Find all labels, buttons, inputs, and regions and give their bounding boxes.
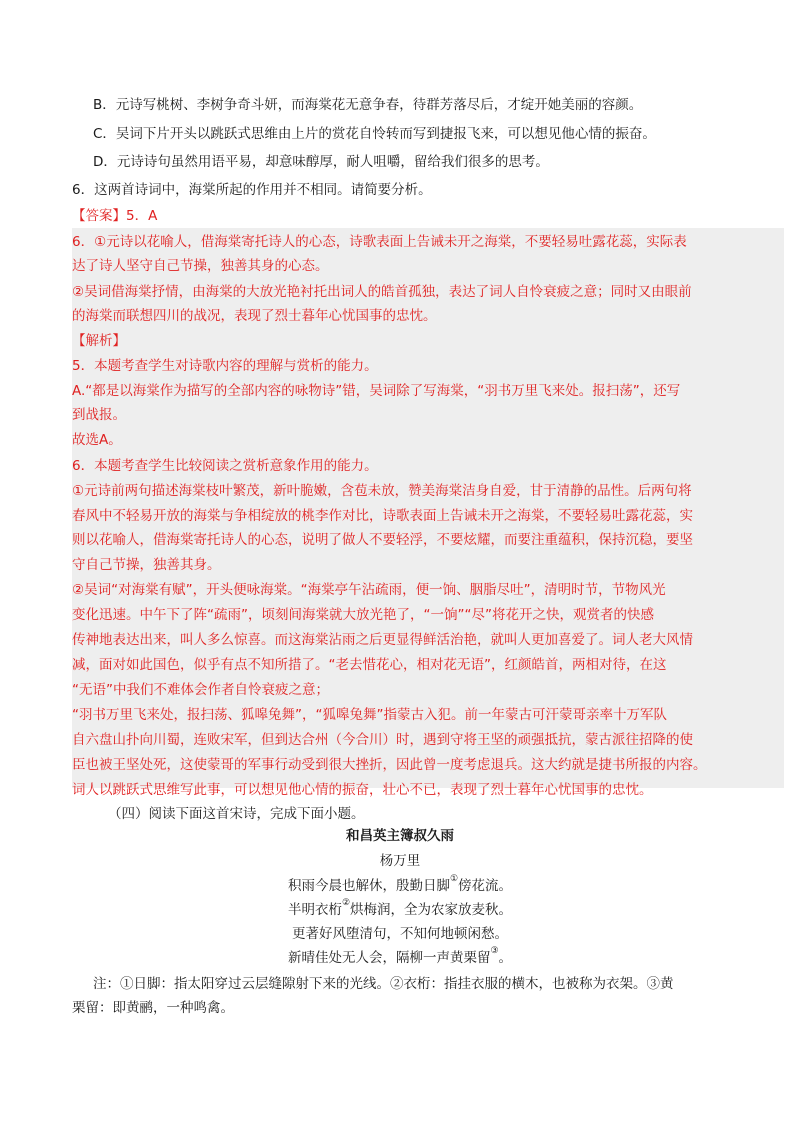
analysis-line: 减，面对如此国色，似乎有点不知所措了。“老去惜花心，相对花无语”，红颜皓首，两相对待，在这 [72, 657, 667, 673]
analysis-line: 传神地表达出来，叫人多么惊喜。而这海棠沾雨之后更显得鲜活治艳，就叫人更加喜爱了。词人老大风情 [72, 632, 693, 648]
footnote-mark: ③ [490, 945, 499, 956]
poem-notes: 栗留：即黄鹂，一种鸣禽。 [72, 1000, 234, 1016]
poem-author: 杨万里 [379, 853, 421, 869]
analysis-line: ②吴词“对海棠有赋”，开头便咏海棠。“海棠亭午沾疏雨，便一饷、胭脂尽吐”，清明时节，节物风光 [72, 582, 666, 598]
analysis-line: 5．本题考查学生对诗歌内容的理解与赏析的能力。 [72, 358, 378, 374]
q5-option-c: C．吴词下片开头以跳跃式思维由上片的赏花自怜转而写到捷报飞来，可以想见他心情的振奋。 [93, 126, 656, 142]
answer-label: 【答案】5．A [72, 208, 158, 224]
analysis-label: 【解析】 [72, 333, 126, 349]
analysis-line: 到战报。 [72, 407, 126, 423]
analysis-line: 词人以跳跃式思维写此事，可以想见他心情的振奋，壮心不已，表现了烈士暮年心忧国事的忠忱。 [72, 782, 653, 798]
q5-option-d: D．元诗诗句虽然用语平易，却意味醇厚，耐人咀嚼，留给我们很多的思考。 [93, 154, 549, 170]
analysis-line: 则以花喻人，借海棠寄托诗人的心态，说明了做人不要轻浮，不要炫耀，而要注重蕴积，保持沉稳，要坚 [72, 532, 693, 548]
analysis-line: “无语”中我们不难体会作者自怜衰疲之意； [72, 682, 329, 698]
analysis-line: ①元诗前两句描述海棠枝叶繁茂，新叶脆嫩，含苞未放，赞美海棠洁身自爱，甘于清静的品性。后两句将 [72, 483, 692, 499]
analysis-line: 故选A。 [72, 432, 122, 448]
q5-option-b: B．元诗写桃树、李树争奇斗妍，而海棠花无意争春，待群芳落尽后，才绽开她美丽的容颜。 [93, 97, 643, 113]
poem-line: 新晴佳处无人会，隔柳一声黄栗留③。 [287, 945, 513, 966]
answer-line: 达了诗人坚守自己节操，独善其身的心态。 [72, 258, 329, 274]
analysis-line: “羽书万里飞来处，报扫荡、狐嗥兔舞”，“狐嗥兔舞”指蒙古入犯。前一年蒙古可汗蒙哥亲率十万军队 [72, 707, 667, 723]
poem-notes: 注：①日脚：指太阳穿过云层缝隙射下来的光线。②衣桁：指挂衣服的横木，也被称为衣架。③黄 [93, 976, 674, 992]
analysis-line: 守自己节操，独善其身。 [72, 557, 221, 573]
poem-line: 积雨今晨也解休，殷勤日脚①傍花流。 [287, 873, 513, 894]
poem-line: 更著好风堕清句，不知何地顿闲愁。 [292, 926, 508, 942]
poem-line: 半明衣桁②烘梅润，全为农家放麦秋。 [287, 897, 513, 918]
answer-line: 6．①元诗以花喻人，借海棠寄托诗人的心态，诗歌表面上告诫未开之海棠，不要轻易吐露花蕊，实际表 [72, 234, 687, 250]
analysis-line: 6．本题考查学生比较阅读之赏析意象作用的能力。 [72, 458, 378, 474]
section-4-intro: （四）阅读下面这首宋诗，完成下面小题。 [108, 806, 365, 822]
analysis-line: 自六盘山扑向川蜀，连败宋军，但到达合州（今合川）时，遇到守将王坚的顽强抵抗，蒙古派往招降的使 [72, 732, 693, 748]
analysis-line: 臣也被王坚处死，这使蒙哥的军事行动受到很大挫折，因此曾一度考虑退兵。这大约就是捷书所报的内容。 [72, 757, 707, 773]
footnote-mark: ② [341, 897, 351, 908]
answer-line: 的海棠而联想四川的战况，表现了烈士暮年心忧国事的忠忱。 [72, 308, 437, 324]
analysis-line: 春风中不轻易开放的海棠与争相绽放的桃李作对比，诗歌表面上告诫未开之海棠，不要轻易吐露花蕊，实 [72, 508, 693, 524]
question-6: 6．这两首诗词中，海棠所起的作用并不相同。请简要分析。 [72, 182, 432, 198]
analysis-line: A.“都是以海棠作为描写的全部内容的咏物诗”错，吴词除了写海棠，“羽书万里飞来处。报扫荡”，还写 [72, 383, 681, 399]
analysis-line: 变化迅速。中午下了阵“疏雨”，顷刻间海棠就大放光艳了，“一饷”“尽”将花开之快，观赏者的快感 [72, 607, 654, 623]
answer-line: ②吴词借海棠抒情，由海棠的大放光艳衬托出词人的皓首孤独，表达了词人自怜衰疲之意；同时又由眼前 [72, 284, 692, 300]
footnote-mark: ① [449, 873, 459, 884]
poem-title: 和昌英主簿叔久雨 [346, 828, 454, 844]
